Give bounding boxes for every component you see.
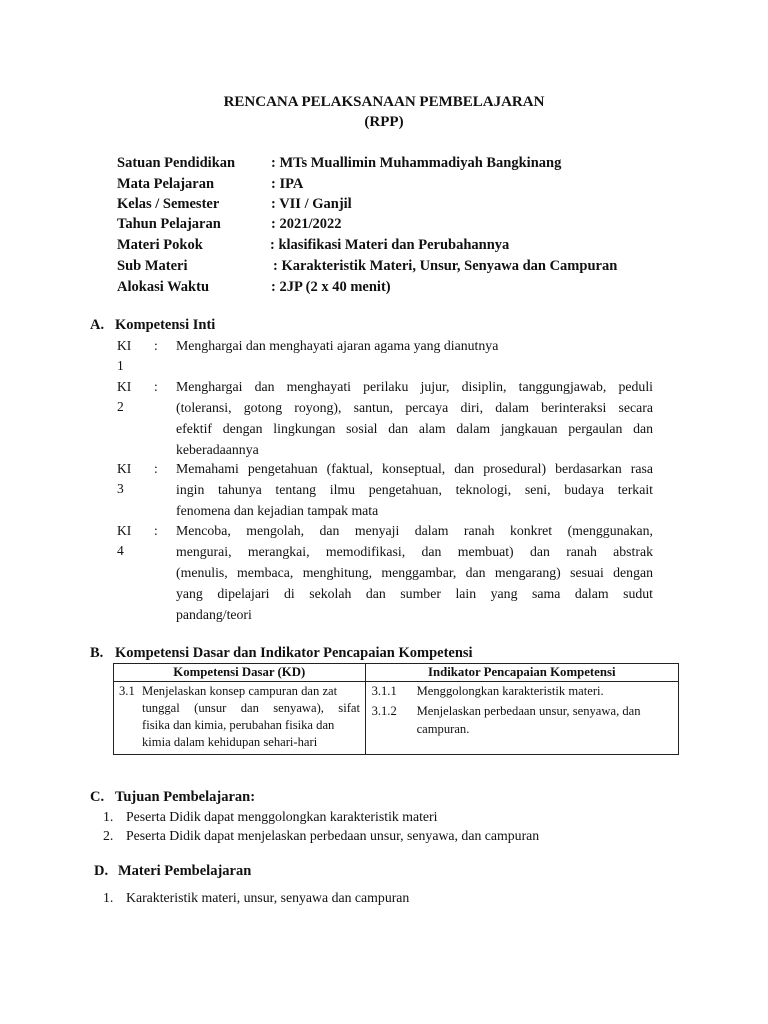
kd-table xyxy=(113,663,679,755)
ki-4-line: mengurai, merangkai, memodifikasi, dan membuat) dan ranah abstrak xyxy=(176,544,653,559)
indicator-number: 3.1.2 xyxy=(371,704,397,718)
table-row xyxy=(114,682,679,755)
section-c-heading: Tujuan Pembelajaran: xyxy=(115,789,256,805)
ki-label: KI xyxy=(117,523,132,538)
kd-line: Menjelaskan konsep campuran dan zat xyxy=(142,684,338,698)
section-a-heading: Kompetensi Inti xyxy=(115,317,216,333)
ki-number: 4 xyxy=(117,543,124,558)
list-item: Peserta Didik dapat menjelaskan perbedaan unsur, senyawa, dan campuran xyxy=(126,828,540,843)
info-label: Satuan Pendidikan xyxy=(117,155,236,171)
ki-number: 1 xyxy=(117,358,124,373)
column-header: Kompetensi Dasar (KD) xyxy=(114,664,366,682)
info-label: Alokasi Waktu xyxy=(117,279,210,295)
table-header-row xyxy=(114,664,679,682)
ki-4-line: Mencoba, mengolah, dan menyaji dalam ranah konkret (menggunakan, xyxy=(176,523,653,538)
list-number: 1. xyxy=(103,809,114,824)
ki-3-line: Memahami pengetahuan (faktual, konseptual, dan prosedural) berdasarkan rasa xyxy=(176,461,653,476)
section-b-letter: B. xyxy=(90,645,104,661)
indicator-number: 3.1.1 xyxy=(371,684,397,698)
ki-colon: : xyxy=(154,338,158,353)
list-item: Karakteristik materi, unsur, senyawa dan campuran xyxy=(126,890,410,905)
section-a-letter: A. xyxy=(90,317,105,333)
section-c-letter: C. xyxy=(90,789,105,805)
ki-4-line: yang dipelajari di sekolah dan sumber lain yang sama dalam sudut xyxy=(176,586,653,601)
indicator-text: Menjelaskan perbedaan unsur, senyawa, dan xyxy=(416,704,641,718)
info-value: : klasifikasi Materi dan Perubahannya xyxy=(270,237,510,253)
info-value: : Karakteristik Materi, Unsur, Senyawa dan Campuran xyxy=(273,258,618,274)
info-label: Kelas / Semester xyxy=(117,196,220,212)
info-label: Materi Pokok xyxy=(117,237,203,253)
info-value: : 2021/2022 xyxy=(271,216,342,232)
ki-label: KI xyxy=(117,461,132,476)
ki-2-line: (toleransi, gotong royong), santun, percaya diri, dalam berinteraksi secara xyxy=(176,400,653,415)
ki-3-line: fenomena dan kejadian tampak mata xyxy=(176,503,379,518)
kd-line: fisika dan kimia, perubahan fisika dan xyxy=(142,718,335,732)
ki-colon: : xyxy=(154,461,158,476)
list-item: Peserta Didik dapat menggolongkan karakteristik materi xyxy=(126,809,438,824)
info-value: : MTs Muallimin Muhammadiyah Bangkinang xyxy=(271,155,562,171)
kd-line: kimia dalam kehidupan sehari-hari xyxy=(142,735,318,749)
ki-3-line: ingin tahunya tentang ilmu pengetahuan, teknologi, seni, budaya terkait xyxy=(176,482,653,497)
ki-colon: : xyxy=(154,523,158,538)
info-value: : IPA xyxy=(271,176,304,192)
list-number: 1. xyxy=(103,890,114,905)
section-b-heading: Kompetensi Dasar dan Indikator Pencapaian Kompetensi xyxy=(115,645,473,661)
section-d-heading: Materi Pembelajaran xyxy=(118,863,252,879)
kd-cell xyxy=(114,682,366,755)
document-subtitle: (RPP) xyxy=(364,114,404,130)
ki-4-line: (menulis, membaca, menghitung, menggambar, dan mengarang) sesuai dengan xyxy=(176,565,653,580)
kd-number: 3.1 xyxy=(119,684,135,698)
info-label: Tahun Pelajaran xyxy=(117,216,221,232)
info-label: Mata Pelajaran xyxy=(117,176,215,192)
info-label: Sub Materi xyxy=(117,258,188,274)
ki-2-line: efektif dengan lingkungan sosial dan alam dalam jangkauan pergaulan dan xyxy=(176,421,653,436)
indicator-cell xyxy=(365,682,678,755)
section-d-letter: D. xyxy=(94,863,109,879)
info-value: : VII / Ganjil xyxy=(271,196,352,212)
ki-2-line: keberadaannya xyxy=(176,442,259,457)
kd-line: tunggal (unsur dan senyawa), sifat xyxy=(142,701,360,715)
list-number: 2. xyxy=(103,828,114,843)
document-title: RENCANA PELAKSANAAN PEMBELAJARAN xyxy=(223,94,545,110)
indicator-text: campuran. xyxy=(416,722,470,736)
column-header: Indikator Pencapaian Kompetensi xyxy=(365,664,678,682)
indicator-text: Menggolongkan karakteristik materi. xyxy=(416,684,604,698)
ki-2-line: Menghargai dan menghayati perilaku jujur, disiplin, tanggungjawab, peduli xyxy=(176,379,653,394)
ki-1-text: Menghargai dan menghayati ajaran agama yang dianutnya xyxy=(176,338,499,353)
ki-label: KI xyxy=(117,379,132,394)
ki-label: KI xyxy=(117,338,132,353)
ki-4-line: pandang/teori xyxy=(176,607,252,622)
ki-number: 3 xyxy=(117,481,124,496)
ki-colon: : xyxy=(154,379,158,394)
ki-number: 2 xyxy=(117,399,124,414)
info-value: : 2JP (2 x 40 menit) xyxy=(271,279,391,295)
